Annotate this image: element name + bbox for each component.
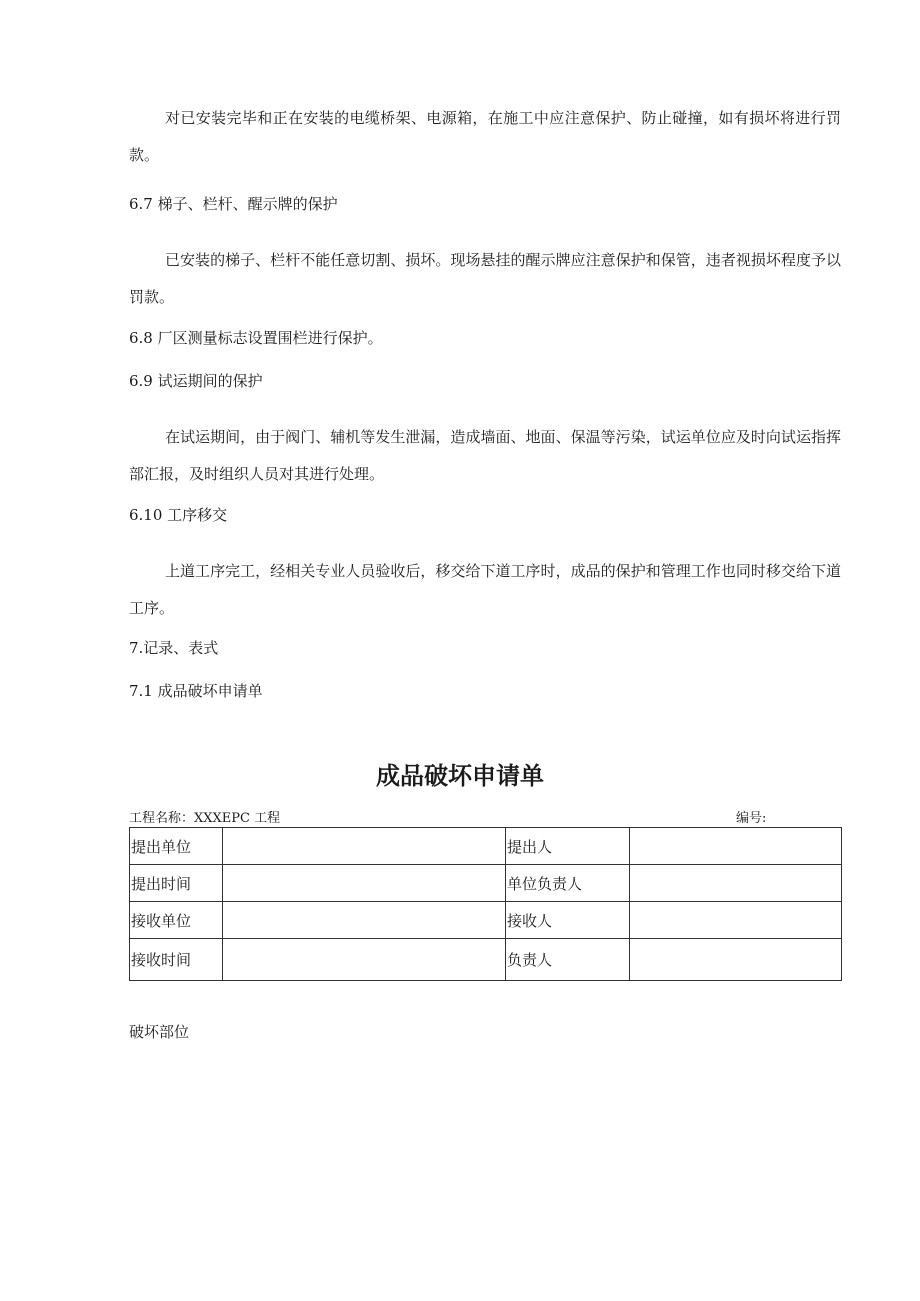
cell-value-proposing-unit[interactable] [223,828,506,865]
heading-7-1: 7.1 成品破坏申请单 [129,682,263,700]
serial-number-label: 编号: [736,811,767,826]
form-title: 成品破坏申请单 [376,762,544,790]
cell-label-receiving-unit: 接收单位 [130,902,223,939]
table-row [130,865,842,902]
paragraph-trial-run: 在试运期间，由于阀门、辅机等发生泄漏，造成墙面、地面、保温等污染，试运单位应及时向试运指挥部汇报，及时组织人员对其进行处理。 [129,428,841,483]
cell-label-proposer: 提出人 [506,828,630,865]
cell-value-proposer[interactable] [630,828,842,865]
cell-value-unit-leader[interactable] [630,865,842,902]
heading-6-9: 6.9 试运期间的保护 [129,372,263,390]
heading-6-8: 6.8 厂区测量标志设置围栏进行保护。 [129,329,383,347]
table-row [130,939,842,981]
cell-label-proposal-time: 提出时间 [130,865,223,902]
project-name: 工程名称：XXXEPC 工程 [129,811,281,826]
cell-label-person-in-charge: 负责人 [506,939,630,981]
cell-value-receiving-unit[interactable] [223,902,506,939]
cell-label-unit-leader: 单位负责人 [506,865,630,902]
damage-location-label: 破坏部位 [129,1023,190,1041]
cell-value-receiving-time[interactable] [223,939,506,981]
paragraph-cable-protection: 对已安装完毕和正在安装的电缆桥架、电源箱，在施工中应注意保护、防止碰撞，如有损坏将进行罚款。 [129,109,841,164]
heading-6-7: 6.7 梯子、栏杆、醒示牌的保护 [129,195,338,213]
cell-label-proposing-unit: 提出单位 [130,828,223,865]
table-row [130,828,842,865]
cell-value-proposal-time[interactable] [223,865,506,902]
cell-value-receiver[interactable] [630,902,842,939]
heading-7: 7.记录、表式 [129,639,219,657]
cell-label-receiving-time: 接收时间 [130,939,223,981]
heading-6-10: 6.10 工序移交 [129,506,228,524]
cell-label-receiver: 接收人 [506,902,630,939]
paragraph-handover: 上道工序完工，经相关专业人员验收后，移交给下道工序时，成品的保护和管理工作也同时移交给下道工序。 [129,562,841,617]
paragraph-ladder-protection: 已安装的梯子、栏杆不能任意切割、损坏。现场悬挂的醒示牌应注意保护和保管，违者视损坏程度予以罚款。 [129,251,841,306]
application-form-table [129,827,842,981]
table-row [130,902,842,939]
cell-value-person-in-charge[interactable] [630,939,842,981]
